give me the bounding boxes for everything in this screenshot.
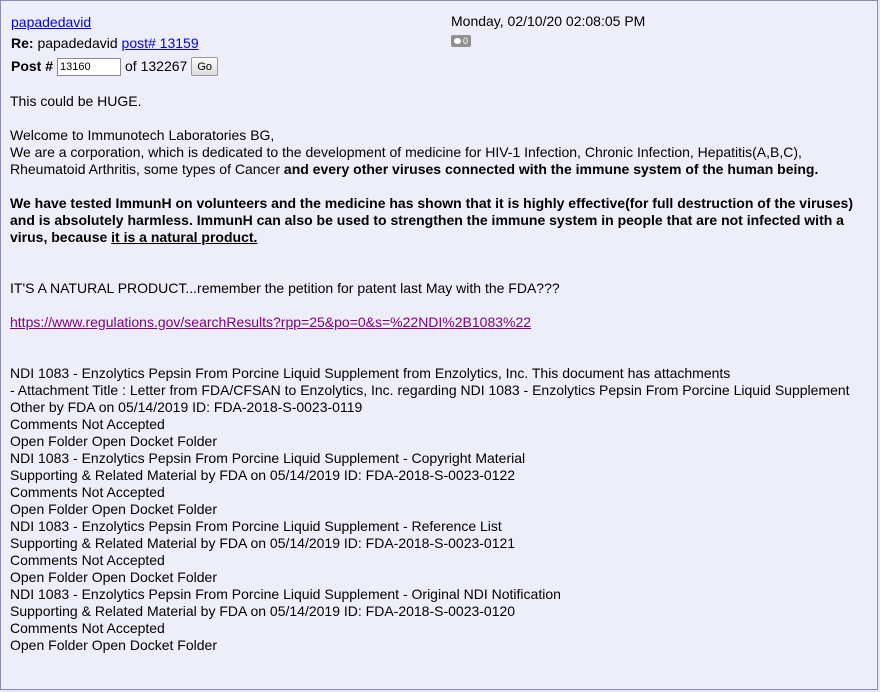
re-user: papadedavid bbox=[37, 35, 118, 51]
post-number-input[interactable] bbox=[57, 58, 121, 76]
re-label: Re: bbox=[11, 35, 34, 51]
reply-count: 0 bbox=[463, 36, 469, 46]
message-header bbox=[1, 1, 877, 83]
docket-line: Other by FDA on 05/14/2019 ID: FDA-2018-S-0023-0119 bbox=[10, 399, 363, 415]
docket-line: NDI 1083 - Enzolytics Pepsin From Porcine Liquid Supplement - Reference List bbox=[10, 518, 502, 534]
docket-line: NDI 1083 - Enzolytics Pepsin From Porcine Liquid Supplement from Enzolytics, Inc. This document has attachments bbox=[10, 365, 731, 381]
docket-line: Supporting & Related Material by FDA on 05/14/2019 ID: FDA-2018-S-0023-0120 bbox=[10, 603, 516, 619]
docket-line: Comments Not Accepted bbox=[10, 484, 165, 500]
docket-line: - Attachment Title : Letter from FDA/CFSAN to Enzolytics, Inc. regarding NDI 1083 - Enzolytics Pepsin From Porcine Liquid Supplement bbox=[10, 382, 850, 398]
parent-post-link[interactable]: post# 13159 bbox=[121, 35, 199, 51]
docket-line: Open Folder Open Docket Folder bbox=[10, 501, 217, 517]
body-paragraph-2a: Welcome to Immunotech Laboratories BG, bbox=[10, 127, 275, 143]
docket-line: Open Folder Open Docket Folder bbox=[10, 569, 217, 585]
post-number-label: Post # bbox=[11, 58, 54, 74]
body-paragraph-3-underline: it is a natural product. bbox=[111, 229, 258, 245]
body-paragraph-4: IT'S A NATURAL PRODUCT...remember the petition for patent last May with the FDA??? bbox=[10, 280, 560, 296]
docket-line: Supporting & Related Material by FDA on 05/14/2019 ID: FDA-2018-S-0023-0122 bbox=[10, 467, 516, 483]
go-button[interactable]: Go bbox=[191, 57, 218, 76]
docket-listing bbox=[10, 365, 870, 654]
post-timestamp: Monday, 02/10/20 02:08:05 PM bbox=[451, 13, 646, 29]
docket-line: Open Folder Open Docket Folder bbox=[10, 433, 217, 449]
docket-line: NDI 1083 - Enzolytics Pepsin From Porcine Liquid Supplement - Original NDI Notification bbox=[10, 586, 561, 602]
body-paragraph-2b bbox=[10, 144, 870, 178]
comment-bubble-icon bbox=[454, 38, 461, 44]
body-paragraph-2-bold: and every other viruses connected with the immune system of the human being. bbox=[280, 161, 819, 177]
docket-line: NDI 1083 - Enzolytics Pepsin From Porcine Liquid Supplement - Copyright Material bbox=[10, 450, 526, 466]
docket-line: Open Folder Open Docket Folder bbox=[10, 637, 217, 653]
header-left bbox=[11, 12, 218, 77]
regulations-link[interactable]: https://www.regulations.gov/searchResults?rpp=25&po=0&s=%22NDI%2B1083%22 bbox=[10, 314, 532, 330]
docket-line: Comments Not Accepted bbox=[10, 552, 165, 568]
body-paragraph-1: This could be HUGE. bbox=[10, 93, 142, 109]
body-paragraph-3-bold: We have tested ImmunH on volunteers and the medicine has shown that it is highly effective(for full destruction of the viruses) and is absolutely harmless. ImmunH can also be used to strengthen the immune system in people that are not infected with a virus, because bbox=[10, 195, 853, 245]
message-body bbox=[10, 93, 870, 654]
author-link[interactable]: papadedavid bbox=[11, 14, 92, 30]
docket-line: Comments Not Accepted bbox=[10, 620, 165, 636]
body-paragraph-2-text: We are a corporation, which is dedicated to the development of medicine for HIV-1 Infection, Chronic Infection, Hepatitis(A,B,C), Rheumatoid Arthritis, some types of Cancer bbox=[10, 144, 802, 177]
post-navigator bbox=[11, 56, 218, 77]
reply-count-badge[interactable] bbox=[451, 35, 471, 47]
reply-to-line bbox=[11, 33, 218, 54]
body-paragraph-3 bbox=[10, 195, 870, 246]
docket-line: Supporting & Related Material by FDA on 05/14/2019 ID: FDA-2018-S-0023-0121 bbox=[10, 535, 516, 551]
post-total: of 132267 bbox=[125, 58, 188, 74]
header-right bbox=[451, 12, 645, 48]
docket-line: Comments Not Accepted bbox=[10, 416, 165, 432]
